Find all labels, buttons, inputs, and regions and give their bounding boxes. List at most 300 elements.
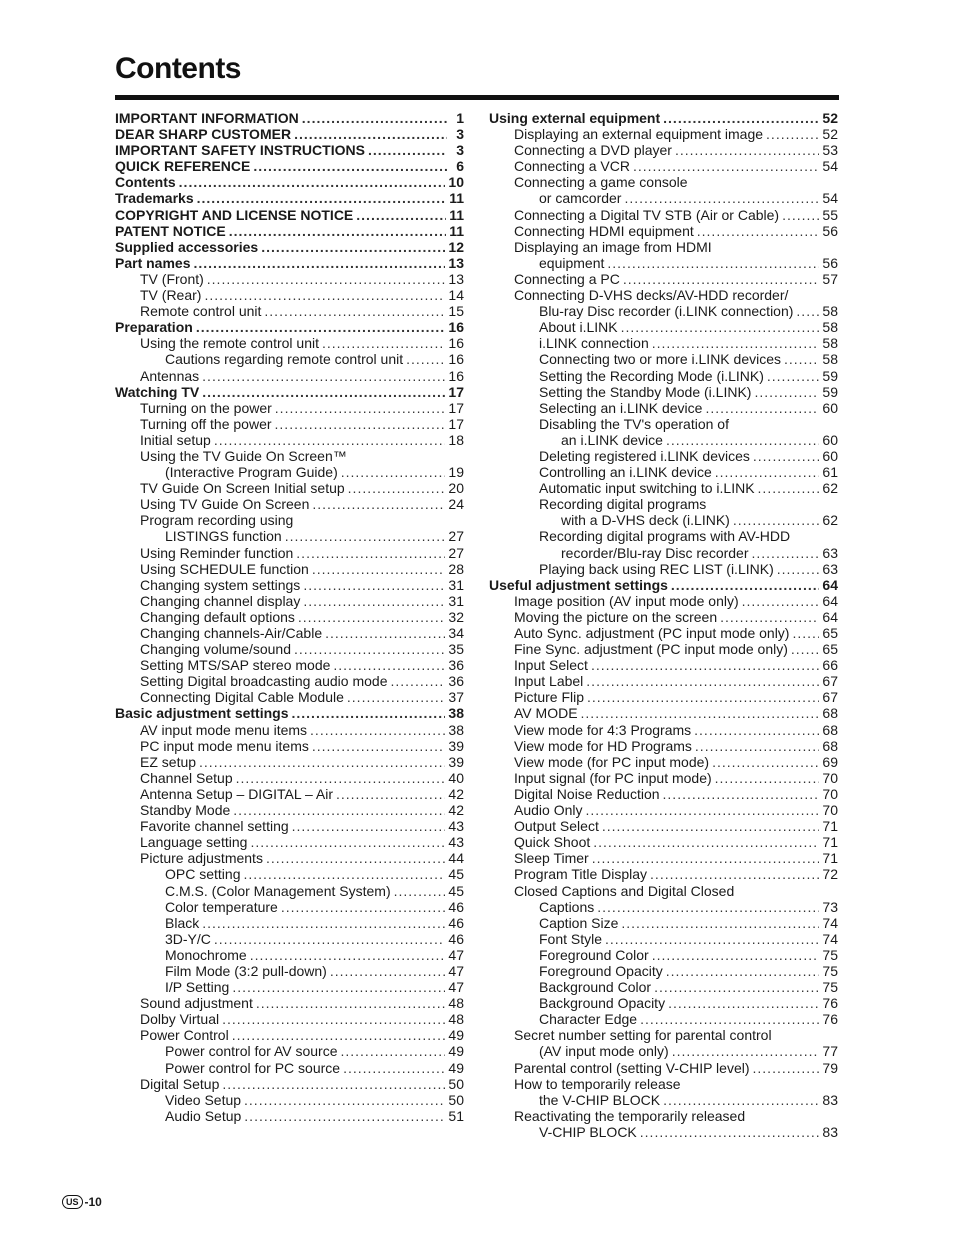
toc-entry-page: 10: [448, 174, 464, 191]
dot-leader: [753, 448, 820, 464]
toc-entry-page: 47: [448, 979, 464, 996]
toc-entry-label: Displaying an external equipment image: [514, 126, 764, 143]
toc-entry: [489, 126, 838, 142]
toc-entry: [115, 190, 464, 206]
toc-entry-label: How to temporarily release: [514, 1075, 681, 1092]
dot-leader: [652, 947, 820, 963]
toc-entry: [115, 705, 464, 721]
toc-entry-page: 70: [822, 802, 838, 819]
toc-entry-page: 15: [448, 303, 464, 320]
toc-entry: [489, 883, 838, 899]
toc-entry: [489, 545, 838, 561]
toc-entry: [115, 448, 464, 464]
toc-entry: [489, 432, 838, 448]
toc-entry-label: View mode for HD Programs: [514, 737, 692, 754]
dot-leader: [715, 464, 820, 480]
toc-entry-page: 65: [822, 625, 838, 641]
toc-entry-label: Changing system settings: [140, 576, 301, 593]
toc-entry: [115, 303, 464, 319]
toc-entry: [489, 593, 838, 609]
toc-entry-label: Remote control unit: [140, 303, 262, 320]
toc-entry-label: Reactivating the temporarily released: [514, 1107, 746, 1124]
toc-entry-label: Connecting a DVD player: [514, 142, 672, 159]
toc-entry: [489, 931, 838, 947]
toc-entry-page: 76: [822, 995, 838, 1012]
toc-entry-label: (AV input mode only): [539, 1043, 669, 1060]
toc-entry-page: 83: [822, 1091, 838, 1108]
toc-entry-page: 42: [448, 785, 464, 802]
toc-entry-page: 13: [448, 270, 464, 287]
toc-entry-page: 71: [822, 850, 838, 867]
toc-entry: [115, 174, 464, 190]
toc-entry: [489, 561, 838, 577]
dot-leader: [296, 545, 445, 561]
toc-entry-page: 62: [822, 480, 838, 497]
toc-entry-label: 3D-Y/C: [165, 930, 211, 947]
toc-entry-label: Changing channel display: [140, 592, 301, 609]
toc-entry-page: 75: [822, 979, 838, 996]
dot-leader: [640, 1124, 820, 1140]
toc-entry-page: 14: [448, 287, 464, 304]
toc-entry-label: Setting the Standby Mode (i.LINK): [539, 383, 752, 400]
toc-entry: [115, 786, 464, 802]
toc-entry-page: 59: [822, 383, 838, 400]
toc-entry-page: 17: [448, 399, 464, 416]
dot-leader: [672, 1043, 820, 1059]
toc-entry-label: Using the TV Guide On Screen™: [140, 447, 347, 464]
toc-entry: [489, 1076, 838, 1092]
toc-entry: [489, 303, 838, 319]
toc-entry-page: 46: [448, 914, 464, 931]
toc-entry-page: 58: [822, 351, 838, 368]
toc-entry-page: 3: [456, 142, 464, 159]
dot-leader: [621, 915, 819, 931]
dot-leader: [593, 834, 819, 850]
toc-entry-label: Connecting HDMI equipment: [514, 222, 694, 239]
dot-leader: [222, 1011, 445, 1027]
toc-entry-label: Basic adjustment settings: [115, 705, 289, 722]
toc-entry: [115, 432, 464, 448]
toc-entry-page: 48: [448, 1011, 464, 1028]
toc-entry: [489, 384, 838, 400]
toc-entry-page: 76: [822, 1011, 838, 1028]
toc-entry-label: Connecting Digital Cable Module: [140, 689, 344, 706]
toc-entry-label: Deleting registered i.LINK devices: [539, 447, 750, 464]
dot-leader: [650, 866, 819, 882]
toc-entry-page: 43: [448, 818, 464, 835]
dot-leader: [602, 818, 820, 834]
toc-column-right: [489, 110, 838, 1140]
toc-entry-page: 75: [822, 962, 838, 979]
toc-entry: [115, 223, 464, 239]
toc-entry-page: 70: [822, 785, 838, 802]
toc-entry-label: Input signal (for PC input mode): [514, 769, 712, 786]
toc-entry-label: Output Select: [514, 818, 599, 835]
toc-entry-page: 55: [822, 206, 838, 223]
toc-entry-label: Part names: [115, 254, 191, 271]
dot-leader: [266, 850, 445, 866]
toc-entry-label: Changing default options: [140, 608, 295, 625]
toc-entry-label: EZ setup: [140, 753, 197, 770]
dot-leader: [341, 464, 446, 480]
toc-entry-page: 32: [448, 608, 464, 625]
toc-entry: [115, 979, 464, 995]
toc-entry: [489, 319, 838, 335]
toc-entry-page: 39: [448, 753, 464, 770]
toc-entry-label: Connecting a game console: [514, 174, 688, 191]
toc-entry-label: Trademarks: [115, 190, 194, 207]
dot-leader: [264, 303, 445, 319]
dot-leader: [368, 142, 447, 158]
dot-leader: [733, 512, 820, 528]
toc-entry-page: 36: [448, 657, 464, 674]
dot-leader: [197, 190, 447, 206]
toc-entry: [115, 319, 464, 335]
dot-leader: [640, 1011, 819, 1027]
dot-leader: [666, 432, 819, 448]
toc-entry-label: Connecting a VCR: [514, 158, 630, 175]
dot-leader: [229, 223, 446, 239]
toc-entry: [115, 368, 464, 384]
dot-leader: [695, 738, 820, 754]
toc-entry: [115, 351, 464, 367]
toc-entry-page: 66: [822, 657, 838, 674]
dot-leader: [333, 657, 445, 673]
toc-entry-page: 52: [822, 110, 838, 126]
dot-leader: [592, 850, 820, 866]
toc-entry-page: 57: [822, 270, 838, 287]
toc-entry: [489, 722, 838, 738]
dot-leader: [193, 255, 445, 271]
dot-leader: [233, 802, 445, 818]
toc-entry-page: 74: [822, 930, 838, 947]
toc-entry-page: 47: [448, 946, 464, 963]
toc-entry-label: Disabling the TV's operation of: [539, 415, 729, 432]
toc-entry-label: Recording digital programs with AV-HDD: [539, 528, 791, 545]
toc-entry-label: Using TV Guide On Screen: [140, 496, 310, 513]
toc-entry: [115, 158, 464, 174]
dot-leader: [654, 979, 819, 995]
toc-entry-label: Picture Flip: [514, 689, 585, 706]
toc-entry-page: 42: [448, 802, 464, 819]
toc-entry-page: 40: [448, 769, 464, 786]
toc-entry-label: Sound adjustment: [140, 995, 253, 1012]
toc-entry-label: Power Control: [140, 1027, 229, 1044]
toc-entry-label: (Interactive Program Guide): [165, 464, 338, 481]
toc-entry-page: 43: [448, 834, 464, 851]
toc-entry: [489, 1092, 838, 1108]
toc-entry-page: 35: [448, 641, 464, 658]
toc-entry-label: Sleep Timer: [514, 850, 589, 867]
toc-entry-page: 48: [448, 995, 464, 1012]
toc-entry-label: Antenna Setup – DIGITAL – Air: [140, 785, 333, 802]
toc-entry-page: 1: [456, 110, 464, 126]
toc-entry-label: Connecting two or more i.LINK devices: [539, 351, 781, 368]
dot-leader: [298, 609, 446, 625]
toc-entry-page: 51: [448, 1107, 464, 1124]
dot-leader: [666, 963, 820, 979]
dot-leader: [671, 577, 820, 593]
toc-entry-page: 16: [448, 367, 464, 384]
toc-entry-page: 60: [822, 447, 838, 464]
dot-leader: [777, 561, 820, 577]
toc-entry-label: Film Mode (3:2 pull-down): [165, 962, 327, 979]
toc-entry-label: Recording digital programs: [539, 496, 707, 513]
toc-entry-page: 71: [822, 834, 838, 851]
toc-entry: [115, 480, 464, 496]
toc-entry-page: 27: [448, 528, 464, 545]
toc-entry: [115, 641, 464, 657]
toc-entry: [115, 1076, 464, 1092]
toc-entry: [115, 1060, 464, 1076]
toc-entry: [489, 866, 838, 882]
dot-leader: [303, 577, 445, 593]
dot-leader: [796, 303, 819, 319]
toc-entry: [489, 271, 838, 287]
toc-entry: [489, 335, 838, 351]
dot-leader: [202, 915, 445, 931]
dot-leader: [621, 319, 820, 335]
toc-entry-page: 20: [448, 480, 464, 497]
toc-entry-label: Connecting a PC: [514, 270, 620, 287]
toc-entry-label: Power control for AV source: [165, 1043, 338, 1060]
toc-entry: [115, 255, 464, 271]
dot-leader: [585, 802, 819, 818]
toc-entry: [115, 947, 464, 963]
toc-entry-page: 12: [448, 238, 464, 255]
toc-entry-label: Turning off the power: [140, 415, 272, 432]
toc-entry-label: Program Title Display: [514, 866, 648, 883]
dot-leader: [753, 1060, 820, 1076]
dot-leader: [303, 593, 445, 609]
dot-leader: [694, 722, 819, 738]
dot-leader: [705, 400, 819, 416]
dot-leader: [758, 480, 820, 496]
toc-entry-page: 31: [448, 576, 464, 593]
dot-leader: [633, 158, 819, 174]
toc-entry-page: 16: [448, 351, 464, 368]
dot-leader: [275, 416, 446, 432]
toc-entry-label: TV (Front): [140, 270, 204, 287]
toc-entry-page: 24: [448, 496, 464, 513]
dot-leader: [204, 287, 445, 303]
toc-entry-label: C.M.S. (Color Management System): [165, 882, 391, 899]
dot-leader: [663, 1092, 819, 1108]
toc-entry-page: 54: [822, 158, 838, 175]
toc-entry-page: 44: [448, 850, 464, 867]
toc-entry-page: 49: [448, 1059, 464, 1076]
dot-leader: [340, 1043, 445, 1059]
toc-entry: [115, 850, 464, 866]
toc-entry-page: 47: [448, 962, 464, 979]
toc-entry-page: 77: [822, 1043, 838, 1060]
toc-entry-page: 46: [448, 898, 464, 915]
toc-entry-page: 79: [822, 1059, 838, 1076]
toc-entry: [115, 834, 464, 850]
toc-entry-page: 46: [448, 930, 464, 947]
toc-entry: [489, 963, 838, 979]
dot-leader: [697, 223, 820, 239]
toc-entry: [115, 818, 464, 834]
dot-leader: [302, 110, 447, 126]
toc-entry: [489, 641, 838, 657]
dot-leader: [668, 995, 819, 1011]
dot-leader: [782, 207, 819, 223]
toc-entry: [489, 770, 838, 786]
toc-entry-label: Using SCHEDULE function: [140, 560, 309, 577]
dot-leader: [652, 335, 820, 351]
toc-entry-page: 19: [448, 464, 464, 481]
toc-entry-page: 58: [822, 319, 838, 336]
toc-entry-label: Quick Shoot: [514, 834, 591, 851]
toc-entry: [115, 239, 464, 255]
toc-entry-page: 27: [448, 544, 464, 561]
dot-leader: [348, 480, 446, 496]
toc-entry: [489, 110, 838, 126]
toc-entry: [489, 850, 838, 866]
toc-entry-label: Selecting an i.LINK device: [539, 399, 703, 416]
toc-entry-page: 56: [822, 222, 838, 239]
toc-entry-page: 6: [456, 158, 464, 175]
dot-leader: [250, 834, 445, 850]
toc-entry-page: 68: [822, 705, 838, 722]
toc-entry-label: Dolby Virtual: [140, 1011, 220, 1028]
toc-entry-label: or camcorder: [539, 190, 622, 207]
toc-entry: [115, 561, 464, 577]
toc-entry-label: Fine Sync. adjustment (PC input mode only): [514, 641, 788, 658]
toc-entry-page: 70: [822, 769, 838, 786]
toc-entry-page: 49: [448, 1043, 464, 1060]
toc-entry-label: Digital Setup: [140, 1075, 220, 1092]
toc-entry-page: 36: [448, 673, 464, 690]
toc-entry-page: 34: [448, 625, 464, 641]
toc-entry-label: Image position (AV input mode only): [514, 592, 739, 609]
toc-entry-page: 13: [448, 254, 464, 271]
toc-entry-label: I/P Setting: [165, 979, 230, 996]
toc-entry-page: 39: [448, 737, 464, 754]
dot-leader: [244, 1108, 445, 1124]
dot-leader: [253, 158, 447, 174]
dot-leader: [222, 1076, 445, 1092]
toc-entry: [489, 512, 838, 528]
toc-entry: [115, 1043, 464, 1059]
toc-entry-label: the V-CHIP BLOCK: [539, 1091, 661, 1108]
toc-entry: [115, 738, 464, 754]
dot-leader: [312, 496, 445, 512]
toc-entry: [489, 416, 838, 432]
toc-entry-label: Changing volume/sound: [140, 641, 291, 658]
toc-entry: [489, 207, 838, 223]
dot-leader: [214, 432, 446, 448]
toc-entry-label: with a D-VHS deck (i.LINK): [561, 512, 730, 529]
toc-entry-page: 11: [449, 190, 464, 207]
toc-entry-page: 67: [822, 673, 838, 690]
toc-entry-page: 38: [448, 721, 464, 738]
toc-entry-label: Setting the Recording Mode (i.LINK): [539, 367, 764, 384]
dot-leader: [607, 255, 819, 271]
toc-entry-page: 69: [822, 753, 838, 770]
toc-entry-page: 59: [822, 367, 838, 384]
toc-entry-page: 74: [822, 914, 838, 931]
toc-entry-label: Moving the picture on the screen: [514, 608, 718, 625]
toc-entry-page: 45: [448, 882, 464, 899]
toc-entry-label: Connecting a Digital TV STB (Air or Cable): [514, 206, 780, 223]
toc-entry-label: Setting Digital broadcasting audio mode: [140, 673, 388, 690]
dot-leader: [587, 689, 819, 705]
toc-entry-label: Cautions regarding remote control unit: [165, 351, 404, 368]
toc-entry-label: Connecting D-VHS decks/AV-HDD recorder/: [514, 287, 789, 304]
toc-entry: [489, 705, 838, 721]
dot-leader: [675, 142, 819, 158]
toc-entry: [115, 400, 464, 416]
dot-leader: [325, 625, 445, 641]
toc-entry: [115, 883, 464, 899]
toc-entry-label: Input Label: [514, 673, 584, 690]
dot-leader: [605, 931, 819, 947]
dot-leader: [202, 368, 445, 384]
toc-entry-label: Controlling an i.LINK device: [539, 464, 712, 481]
dot-leader: [347, 689, 446, 705]
dot-leader: [343, 1060, 445, 1076]
page-title: Contents: [115, 52, 241, 85]
toc-entry-label: TV (Rear): [140, 287, 202, 304]
dot-leader: [207, 271, 446, 287]
toc-entry: [489, 738, 838, 754]
toc-entry-page: 17: [448, 415, 464, 432]
toc-entry: [115, 512, 464, 528]
dot-leader: [275, 400, 446, 416]
toc-entry: [489, 464, 838, 480]
toc-entry-label: Initial setup: [140, 431, 211, 448]
toc-entry: [489, 899, 838, 915]
toc-entry-label: Foreground Color: [539, 946, 649, 963]
toc-entry: [115, 722, 464, 738]
dot-leader: [202, 384, 445, 400]
toc-entry-page: 52: [822, 126, 838, 143]
toc-entry-label: Secret number setting for parental control: [514, 1027, 772, 1044]
toc-entry: [489, 1011, 838, 1027]
toc-entry-page: 67: [822, 689, 838, 706]
toc-entry-page: 64: [822, 592, 838, 609]
toc-entry-label: OPC setting: [165, 866, 241, 883]
toc-entry: [489, 287, 838, 303]
toc-entry: [115, 545, 464, 561]
dot-leader: [285, 528, 446, 544]
toc-entry-label: Using Reminder function: [140, 544, 294, 561]
toc-entry-label: Standby Mode: [140, 802, 231, 819]
toc-entry-page: 54: [822, 190, 838, 207]
toc-entry-label: Background Opacity: [539, 995, 666, 1012]
toc-entry: [115, 770, 464, 786]
dot-leader: [356, 207, 446, 223]
toc-entry: [115, 142, 464, 158]
dot-leader: [294, 641, 445, 657]
toc-entry: [489, 754, 838, 770]
toc-entry-label: Video Setup: [165, 1091, 242, 1108]
dot-leader: [294, 126, 447, 142]
dot-leader: [330, 963, 446, 979]
dot-leader: [663, 110, 819, 126]
toc-entry-label: LISTINGS function: [165, 528, 282, 545]
toc-entry-label: recorder/Blu-ray Disc recorder: [561, 544, 749, 561]
dot-leader: [766, 126, 819, 142]
toc-entry-page: 53: [822, 142, 838, 159]
dot-leader: [256, 995, 446, 1011]
toc-entry: [489, 915, 838, 931]
toc-entry-page: 37: [448, 689, 464, 706]
toc-entry-page: 65: [822, 641, 838, 658]
toc-entry-label: equipment: [539, 254, 605, 271]
